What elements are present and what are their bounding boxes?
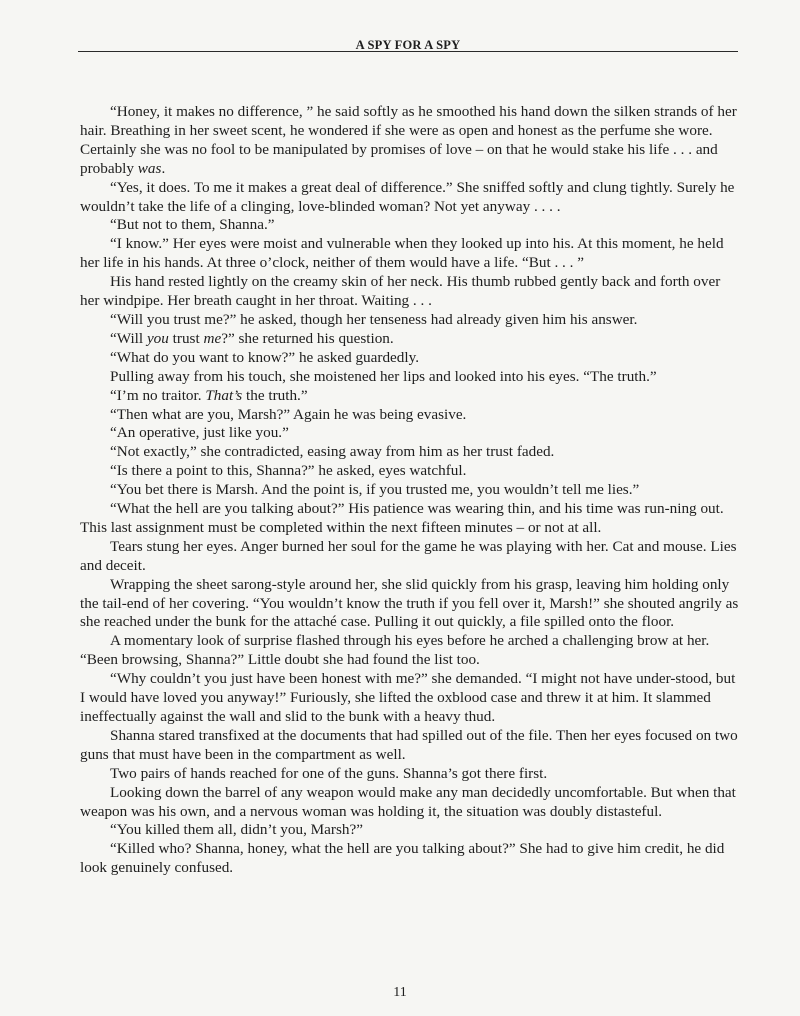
text-run: “Is there a point to this, Shanna?” he asked, eyes watchful. [110,462,467,480]
text-run: “But not to them, Shanna.” [110,216,275,234]
paragraph [80,235,740,273]
text-run: “What the hell are you talking about?” His patience was wearing thin, and his time was run-ning out. This last assignment must be completed within the next fifteen minutes – or not at all. [80,500,724,536]
paragraph [80,179,740,217]
chapter-body-text [80,103,740,878]
paragraph [80,349,740,368]
text-run: “Not exactly,” she contradicted, easing away from him as her trust faded. [110,443,555,461]
text-run: His hand rested lightly on the creamy skin of her neck. His thumb rubbed gently back and forth over her windpipe. Her breath caught in her throat. Waiting . . . [80,273,721,310]
paragraph [80,273,740,311]
page-number: 11 [393,985,407,1000]
paragraph [80,424,740,443]
text-run: trust [168,329,204,347]
paragraph [80,462,740,481]
text-run: “Honey, it makes no difference, ” he said softly as he smoothed his hand down the silken strands of her hair. Breathing in her sweet scent, he wondered if she were as open and honest as the perfume she wore. Certainly she was no fool to be manipulated by promises of love – on that he would stake his life . . . and probably [80,103,737,177]
paragraph [80,481,740,500]
paragraph [80,576,740,633]
italic-text: was [137,159,162,177]
italic-text: you [146,329,169,347]
paragraph [80,103,740,179]
text-run: Wrapping the sheet sarong-style around her, she slid quickly from his grasp, leaving him holding only the tail-end of her covering. “You wouldn’t know the truth if you fell over it, Marsh!” she shouted angrily as she reached under the bunk for the attaché case. Pulling it out quickly, a file spilled onto the floor. [80,575,739,631]
text-run: “Will [110,329,147,347]
text-run: Looking down the barrel of any weapon would make any man decidedly uncomfortable. But when that weapon was his own, and a nervous woman was holding it, the situation was doubly distasteful. [80,783,736,820]
paragraph [80,500,740,538]
italic-text: That’s [205,386,243,404]
text-run: “Yes, it does. To me it makes a great deal of difference.” She sniffed softly and clung tightly. Surely he wouldn’t take the life of a clinging, love-blinded woman? Not yet anyway . . . . [80,178,735,215]
paragraph [80,311,740,330]
paragraph [80,727,740,765]
paragraph [80,632,740,670]
text-run: “Killed who? Shanna, honey, what the hell are you talking about?” She had to give him credit, he did look genuinely confused. [80,840,725,877]
text-run: “Will you trust me?” he asked, though her tenseness had already given him his answer. [110,310,638,328]
text-run: “You killed them all, didn’t you, Marsh?” [110,821,363,839]
text-run: Shanna stared transfixed at the documents that had spilled out of the file. Then her eyes focused on two guns that must have been in the compartment as well. [80,726,738,763]
header-rule [78,51,738,52]
text-run: “What do you want to know?” he asked guardedly. [110,348,419,366]
paragraph [80,368,740,387]
paragraph [80,840,740,878]
paragraph [80,784,740,822]
text-run: “Why couldn’t you just have been honest with me?” she demanded. “I might not have under-stood, but I would have loved you anyway!” Furiously, she lifted the oxblood case and threw it at him. It slammed ineffectually against the wall and slid to the bunk with a heavy thud. [80,670,736,725]
paragraph [80,216,740,235]
text-run: “An operative, just like you.” [110,424,289,442]
text-run: A momentary look of surprise flashed through his eyes before he arched a challenging brow at her. “Been browsing, Shanna?” Little doubt she had found the list too. [80,632,710,669]
paragraph [80,538,740,576]
text-run: “You bet there is Marsh. And the point is, if you trusted me, you wouldn’t tell me lies.” [110,481,640,499]
paragraph [80,765,740,784]
text-run: Two pairs of hands reached for one of the guns. Shanna’s got there first. [110,764,548,782]
text-run: Tears stung her eyes. Anger burned her soul for the game he was playing with her. Cat and mouse. Lies and deceit. [80,537,737,574]
text-run: . [161,159,166,177]
text-run: “I’m no traitor. [110,386,206,404]
text-run: ?” she returned his question. [221,329,394,347]
paragraph [80,406,740,425]
paragraph [80,670,740,727]
text-run: Pulling away from his touch, she moistened her lips and looked into his eyes. “The truth.” [110,367,657,385]
running-head: A SPY FOR A SPY [355,38,461,52]
italic-text: me [203,329,222,347]
paragraph [80,821,740,840]
paragraph [80,330,740,349]
paragraph [80,387,740,406]
text-run: the truth.” [242,386,308,404]
text-run: “Then what are you, Marsh?” Again he was being evasive. [110,405,467,423]
text-run: “I know.” Her eyes were moist and vulnerable when they looked up into his. At this moment, he held her life in his hands. At three o’clock, neither of them would have a life. “But . . . ” [80,235,724,272]
paragraph [80,443,740,462]
